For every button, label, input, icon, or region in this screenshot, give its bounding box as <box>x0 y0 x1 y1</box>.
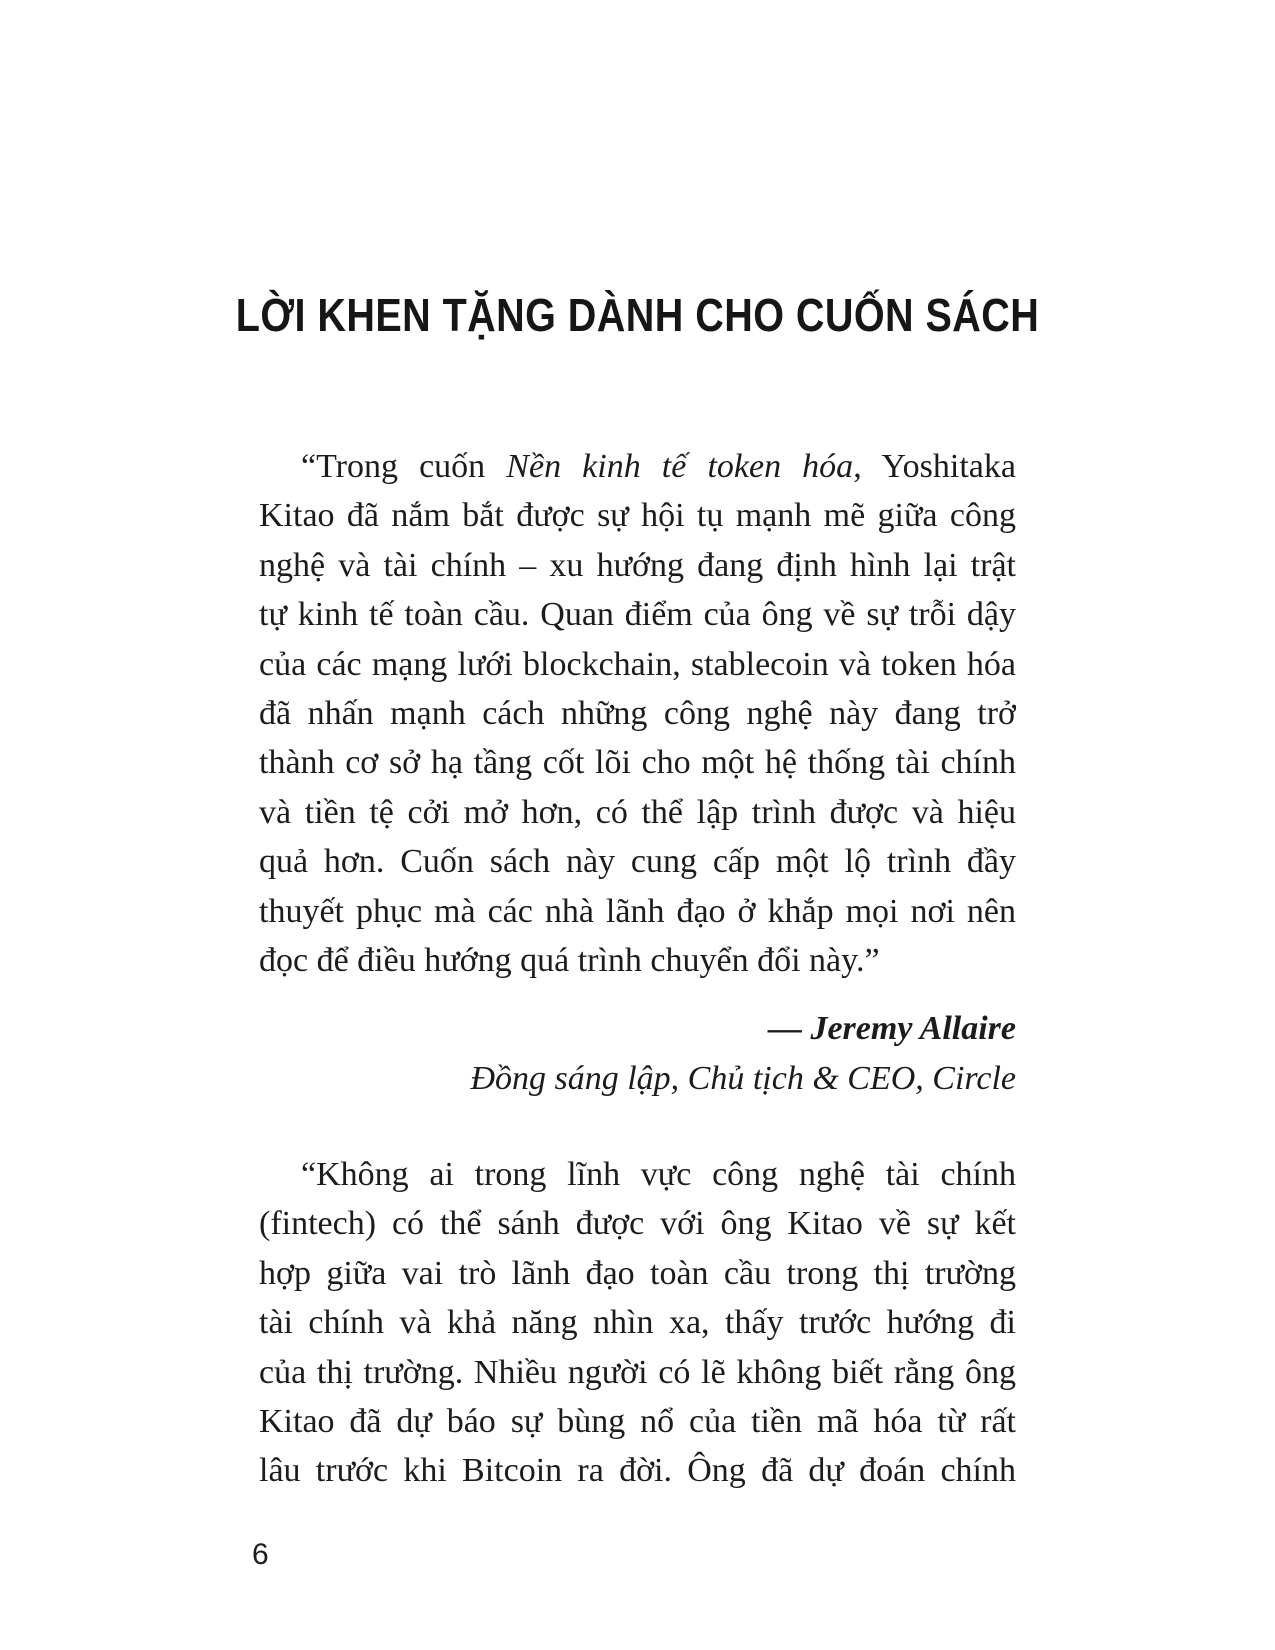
quote-line: của thị trường. Nhiều người có lẽ không biết rằng ông <box>259 1353 1016 1391</box>
quote-2 <box>259 1150 1016 1496</box>
quote-line-post: , Yoshitaka <box>853 448 1016 485</box>
quote-line: tài chính và khả năng nhìn xa, thấy trước hướng đi <box>259 1304 1016 1342</box>
quote-author-role: Đồng sáng lập, Chủ tịch & CEO, Circle <box>470 1060 1016 1097</box>
quote-line <box>259 442 1016 491</box>
quote-line: quả hơn. Cuốn sách này cung cấp một lộ trình đầy <box>259 843 1016 881</box>
quote-1 <box>259 442 1016 985</box>
quote-line: của các mạng lưới blockchain, stablecoin và token hóa <box>259 645 1016 683</box>
quote-line: tự kinh tế toàn cầu. Quan điểm của ông về sự trỗi dậy <box>259 596 1016 634</box>
book-title: Nền kinh tế token hóa <box>506 448 854 485</box>
quote-line: lâu trước khi Bitcoin ra đời. Ông đã dự đoán chính <box>259 1452 1016 1490</box>
quote-line: nghệ và tài chính – xu hướng đang định hình lại trật <box>259 546 1016 584</box>
quote-line: đọc để điều hướng quá trình chuyển đổi này.” <box>259 941 880 979</box>
quote-line: hợp giữa vai trò lãnh đạo toàn cầu trong thị trường <box>259 1254 1016 1292</box>
quote-line: đã nhấn mạnh cách những công nghệ này đang trở <box>259 694 1016 732</box>
page-number: 6 <box>252 1538 269 1571</box>
quote-author: — Jeremy Allaire <box>767 1010 1016 1047</box>
quote-line: thuyết phục mà các nhà lãnh đạo ở khắp mọi nơi nên <box>259 892 1016 930</box>
quote-line: Kitao đã dự báo sự bùng nổ của tiền mã hóa từ rất <box>259 1402 1016 1440</box>
quote-line: Kitao đã nắm bắt được sự hội tụ mạnh mẽ giữa công <box>259 497 1016 535</box>
quote-line-pre: “Trong cuốn <box>301 448 507 485</box>
quote-line: và tiền tệ cởi mở hơn, có thể lập trình được và hiệu <box>259 793 1016 831</box>
quote-line: “Không ai trong lĩnh vực công nghệ tài chính <box>301 1156 1016 1193</box>
page-title: LỜI KHEN TẶNG DÀNH CHO CUỐN SÁCH <box>235 289 1040 341</box>
quote-line: (fintech) có thể sánh được với ông Kitao về sự kết <box>259 1205 1016 1243</box>
quote-line: thành cơ sở hạ tầng cốt lõi cho một hệ thống tài chính <box>259 744 1016 782</box>
